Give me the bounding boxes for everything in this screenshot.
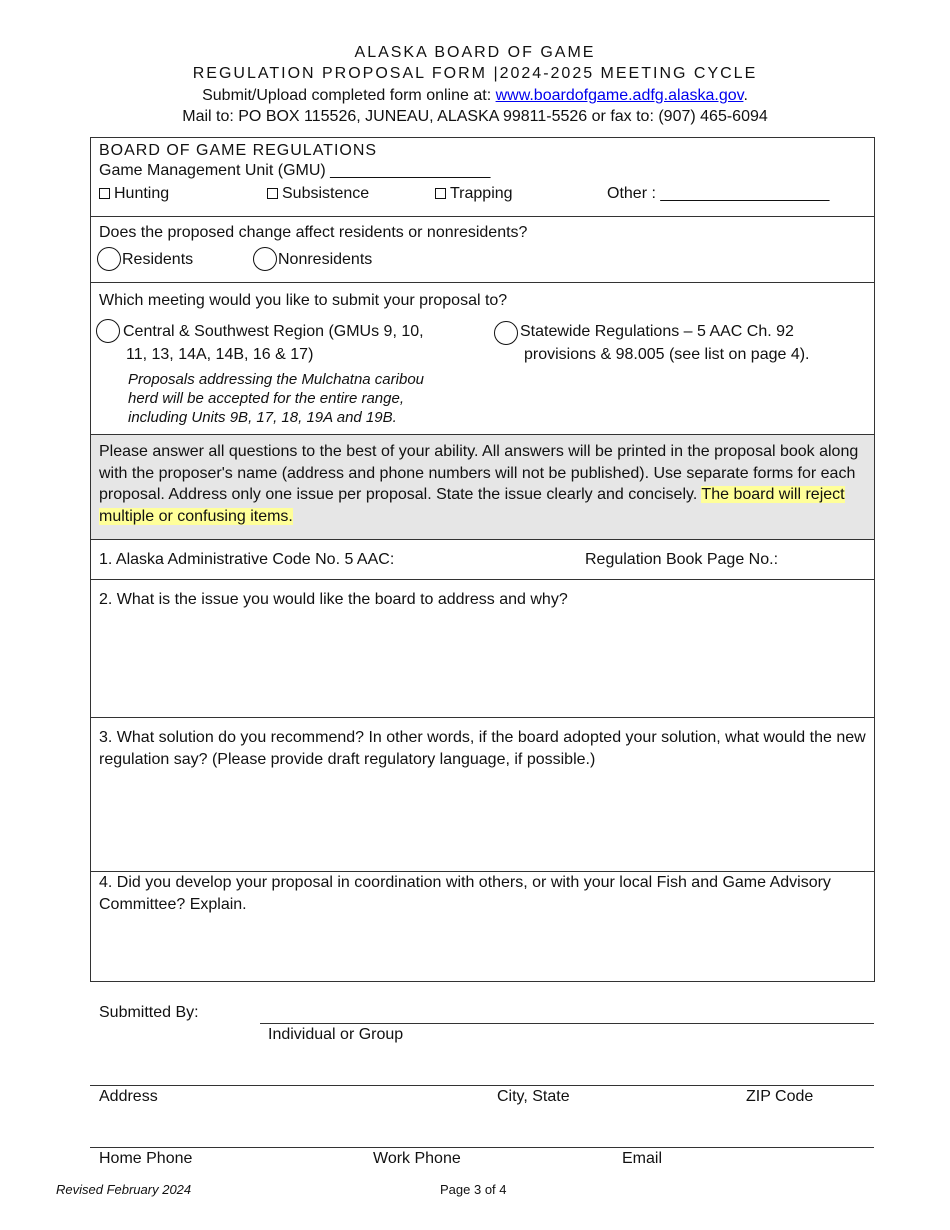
statewide-radio[interactable] xyxy=(494,321,518,345)
form-agency-title: ALASKA BOARD OF GAME xyxy=(354,44,596,61)
instructions-body: Please answer all questions to the best of your ability. All answers will be printed in the proposal book along with the proposer's name (address and phone numbers will not be published). Use separate forms for each proposal. Address only one issue per proposal. State the issue clearly and concisely. xyxy=(99,443,859,503)
hunting-option[interactable] xyxy=(99,183,169,204)
phone-line[interactable] xyxy=(90,1147,874,1148)
subsistence-option[interactable] xyxy=(267,183,369,204)
regulation-page-label: Regulation Book Page No.: xyxy=(585,551,779,568)
coordination-question: 4. Did you develop your proposal in coordination with others, or with your local Fish and Game Advisory Committee? Explain. xyxy=(99,874,831,913)
instructions-warning: The board will reject multiple or confusing items. xyxy=(99,486,845,525)
meeting-question: Which meeting would you like to submit your proposal to? xyxy=(99,292,508,309)
nonresidents-radio[interactable] xyxy=(253,247,277,271)
issue-question: 2. What is the issue you would like the board to address and why? xyxy=(99,591,568,608)
aac-number-label: 1. Alaska Administrative Code No. 5 AAC: xyxy=(99,551,395,568)
residents-section xyxy=(91,217,874,283)
home-phone-label: Home Phone xyxy=(99,1150,193,1167)
submit-online-line xyxy=(0,85,950,106)
instructions-section xyxy=(91,435,874,540)
subsistence-checkbox[interactable] xyxy=(267,188,278,199)
other-field[interactable]: Other : ___________________ xyxy=(607,185,830,202)
gmu-field[interactable]: Game Management Unit (GMU) __________________ xyxy=(99,162,491,179)
residents-question: Does the proposed change affect residents or nonresidents? xyxy=(99,224,528,241)
statewide-label-2: provisions & 98.005 (see list on page 4). xyxy=(524,346,810,363)
residents-label: Residents xyxy=(122,251,194,268)
instructions-text xyxy=(99,441,869,527)
proposal-form-frame xyxy=(90,137,875,982)
meeting-section xyxy=(91,283,874,435)
hunting-label: Hunting xyxy=(114,185,170,202)
work-phone-label: Work Phone xyxy=(373,1150,461,1167)
individual-label: Individual or Group xyxy=(268,1026,404,1043)
zip-label: ZIP Code xyxy=(746,1088,814,1105)
q3-section[interactable] xyxy=(91,718,874,872)
revised-date: Revised February 2024 xyxy=(56,1182,192,1197)
nonresidents-label: Nonresidents xyxy=(278,251,373,268)
submit-online-period: . xyxy=(743,87,748,104)
central-southwest-label-2: 11, 13, 14A, 14B, 16 & 17) xyxy=(126,346,314,363)
regulations-section xyxy=(91,138,874,217)
submitted-by-label: Submitted By: xyxy=(99,1004,199,1021)
city-state-label: City, State xyxy=(497,1088,570,1105)
mulchatna-note-3: including Units 9B, 17, 18, 19A and 19B. xyxy=(128,409,397,426)
trapping-checkbox[interactable] xyxy=(435,188,446,199)
central-southwest-label-1: Central & Southwest Region (GMUs 9, 10, xyxy=(123,323,424,340)
statewide-label-1: Statewide Regulations – 5 AAC Ch. 92 xyxy=(520,323,794,340)
trapping-option[interactable] xyxy=(435,183,513,204)
central-southwest-radio[interactable] xyxy=(96,319,120,343)
mulchatna-note-1: Proposals addressing the Mulchatna caribou xyxy=(128,371,425,388)
page-number: Page 3 of 4 xyxy=(440,1182,507,1197)
q2-section[interactable] xyxy=(91,580,874,718)
subsistence-label: Subsistence xyxy=(282,185,370,202)
submit-online-label: Submit/Upload completed form online at: xyxy=(202,87,496,104)
form-title: REGULATION PROPOSAL FORM |2024-2025 MEETING CYCLE xyxy=(192,65,758,82)
q4-section[interactable] xyxy=(91,872,874,981)
email-label: Email xyxy=(622,1150,663,1167)
residents-radio[interactable] xyxy=(97,247,121,271)
regulations-title: BOARD OF GAME REGULATIONS xyxy=(99,142,378,159)
solution-question: 3. What solution do you recommend? In other words, if the board adopted your solution, what would the new regulation say? (Please provide draft regulatory language, if possible.) xyxy=(99,729,866,768)
address-label: Address xyxy=(99,1088,158,1105)
trapping-label: Trapping xyxy=(450,185,513,202)
mulchatna-note-2: herd will be accepted for the entire range, xyxy=(128,390,404,407)
q1-section[interactable] xyxy=(91,540,874,580)
hunting-checkbox[interactable] xyxy=(99,188,110,199)
website-link[interactable]: www.boardofgame.adfg.alaska.gov xyxy=(495,87,744,104)
mail-to-line: Mail to: PO BOX 115526, JUNEAU, ALASKA 99811-5526 or fax to: (907) 465-6094 xyxy=(182,108,768,125)
